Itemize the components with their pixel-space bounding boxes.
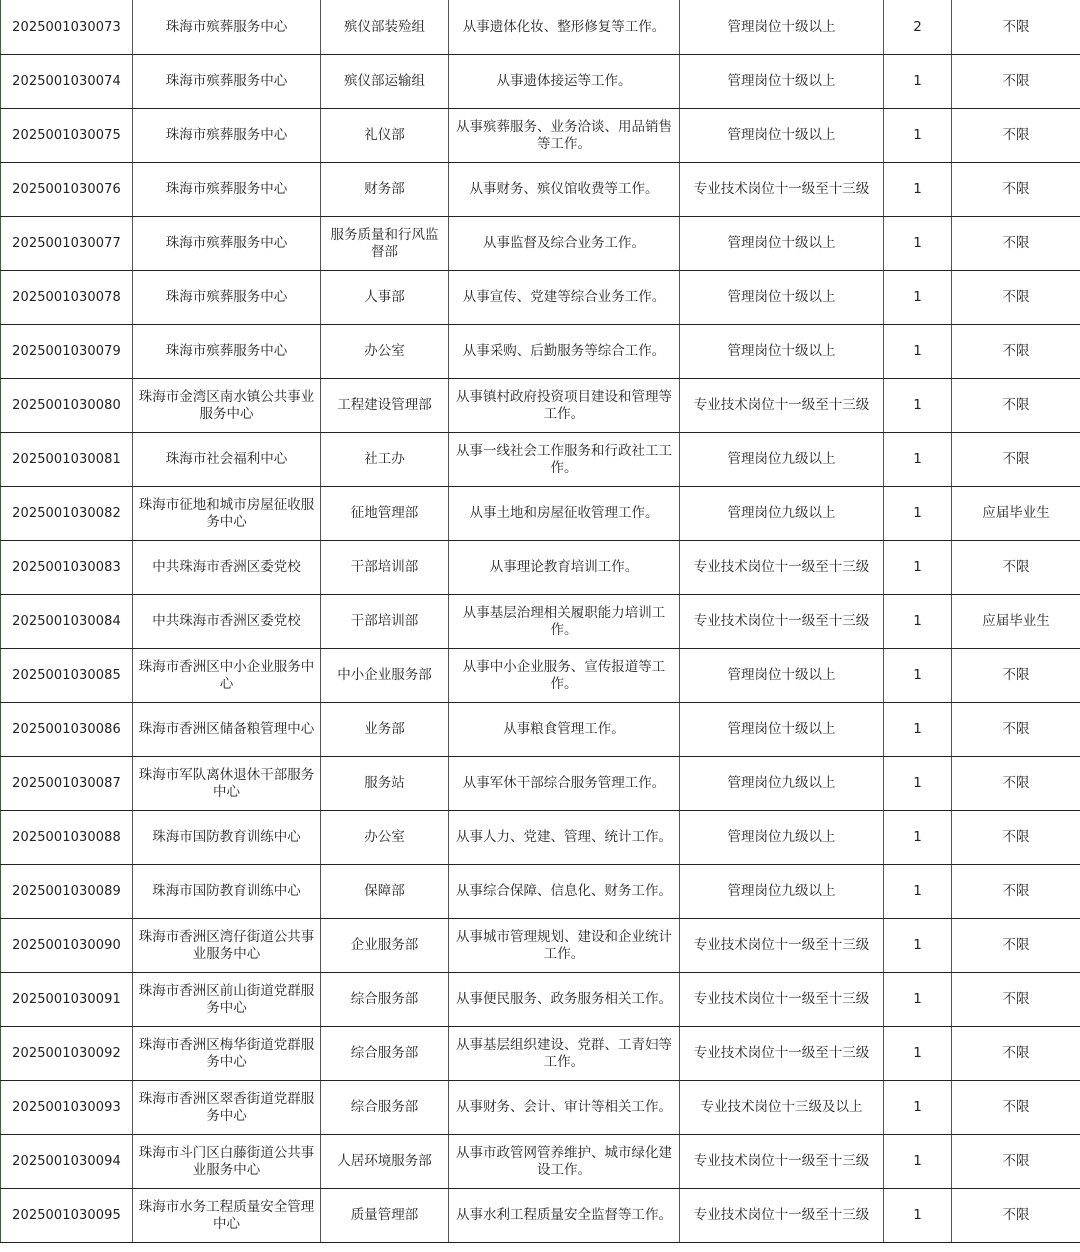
position-code-cell: 2025001030087 [1,757,133,811]
headcount-cell: 2 [884,0,952,55]
job-duty-cell: 从事镇村政府投资项目建设和管理等工作。 [449,379,680,433]
department-cell: 综合服务部 [321,1081,449,1135]
department-cell: 礼仪部 [321,109,449,163]
headcount-cell: 1 [884,649,952,703]
recruit-target-cell: 不限 [952,649,1080,703]
employer-unit-cell: 珠海市香洲区梅华街道党群服务中心 [133,1027,321,1081]
job-duty-cell: 从事土地和房屋征收管理工作。 [449,487,680,541]
department-cell: 办公室 [321,325,449,379]
department-cell: 工程建设管理部 [321,379,449,433]
employer-unit-cell: 珠海市殡葬服务中心 [133,109,321,163]
headcount-cell: 1 [884,163,952,217]
headcount-cell: 1 [884,973,952,1027]
position-code-cell: 2025001030081 [1,433,133,487]
position-level-cell: 专业技术岗位十一级至十三级 [680,1189,884,1243]
position-code-cell: 2025001030091 [1,973,133,1027]
employer-unit-cell: 珠海市征地和城市房屋征收服务中心 [133,487,321,541]
position-level-cell: 管理岗位九级以上 [680,487,884,541]
headcount-cell: 1 [884,703,952,757]
table-row [1,487,1080,541]
recruit-target-cell: 不限 [952,55,1080,109]
position-code-cell: 2025001030080 [1,379,133,433]
table-row [1,865,1080,919]
headcount-cell: 1 [884,109,952,163]
table-row [1,757,1080,811]
employer-unit-cell: 珠海市香洲区中小企业服务中心 [133,649,321,703]
headcount-cell: 1 [884,1081,952,1135]
position-level-cell: 专业技术岗位十一级至十三级 [680,541,884,595]
headcount-cell: 1 [884,1027,952,1081]
position-code-cell: 2025001030083 [1,541,133,595]
employer-unit-cell: 珠海市国防教育训练中心 [133,811,321,865]
headcount-cell: 1 [884,757,952,811]
job-duty-cell: 从事财务、会计、审计等相关工作。 [449,1081,680,1135]
recruit-target-cell: 不限 [952,325,1080,379]
position-code-cell: 2025001030076 [1,163,133,217]
employer-unit-cell: 珠海市殡葬服务中心 [133,325,321,379]
position-code-cell: 2025001030073 [1,0,133,55]
recruit-target-cell: 不限 [952,919,1080,973]
recruit-target-cell: 不限 [952,1135,1080,1189]
position-code-cell: 2025001030084 [1,595,133,649]
department-cell: 干部培训部 [321,541,449,595]
headcount-cell: 1 [884,865,952,919]
position-level-cell: 管理岗位十级以上 [680,649,884,703]
employer-unit-cell: 珠海市殡葬服务中心 [133,163,321,217]
position-code-cell: 2025001030095 [1,1189,133,1243]
recruit-target-cell: 不限 [952,217,1080,271]
position-level-cell: 管理岗位十级以上 [680,55,884,109]
headcount-cell: 1 [884,811,952,865]
position-code-cell: 2025001030090 [1,919,133,973]
position-level-cell: 专业技术岗位十三级及以上 [680,1081,884,1135]
table-row [1,217,1080,271]
recruit-target-cell: 应届毕业生 [952,487,1080,541]
headcount-cell: 1 [884,487,952,541]
employer-unit-cell: 珠海市殡葬服务中心 [133,55,321,109]
job-duty-cell: 从事中小企业服务、宣传报道等工作。 [449,649,680,703]
recruit-target-cell: 不限 [952,811,1080,865]
table-row [1,649,1080,703]
headcount-cell: 1 [884,1135,952,1189]
department-cell: 人居环境服务部 [321,1135,449,1189]
job-duty-cell: 从事便民服务、政务服务相关工作。 [449,973,680,1027]
employer-unit-cell: 珠海市香洲区前山街道党群服务中心 [133,973,321,1027]
department-cell: 中小企业服务部 [321,649,449,703]
job-duty-cell: 从事城市管理规划、建设和企业统计工作。 [449,919,680,973]
department-cell: 干部培训部 [321,595,449,649]
headcount-cell: 1 [884,433,952,487]
headcount-cell: 1 [884,55,952,109]
table-row [1,1027,1080,1081]
employer-unit-cell: 中共珠海市香洲区委党校 [133,595,321,649]
department-cell: 业务部 [321,703,449,757]
position-code-cell: 2025001030086 [1,703,133,757]
employer-unit-cell: 珠海市国防教育训练中心 [133,865,321,919]
position-code-cell: 2025001030077 [1,217,133,271]
position-code-cell: 2025001030085 [1,649,133,703]
table-row [1,0,1080,55]
job-duty-cell: 从事人力、党建、管理、统计工作。 [449,811,680,865]
position-level-cell: 专业技术岗位十一级至十三级 [680,919,884,973]
job-duty-cell: 从事遗体接运等工作。 [449,55,680,109]
position-code-cell: 2025001030092 [1,1027,133,1081]
table-row [1,811,1080,865]
position-level-cell: 管理岗位十级以上 [680,0,884,55]
department-cell: 质量管理部 [321,1189,449,1243]
position-level-cell: 管理岗位十级以上 [680,217,884,271]
headcount-cell: 1 [884,217,952,271]
job-duty-cell: 从事一线社会工作服务和行政社工工作。 [449,433,680,487]
table-row [1,325,1080,379]
job-duty-cell: 从事基层组织建设、党群、工青妇等工作。 [449,1027,680,1081]
employer-unit-cell: 珠海市殡葬服务中心 [133,0,321,55]
recruit-target-cell: 不限 [952,541,1080,595]
recruit-target-cell: 不限 [952,1189,1080,1243]
table-row [1,1135,1080,1189]
position-level-cell: 专业技术岗位十一级至十三级 [680,163,884,217]
position-level-cell: 专业技术岗位十一级至十三级 [680,1135,884,1189]
position-level-cell: 管理岗位十级以上 [680,271,884,325]
job-duty-cell: 从事基层治理相关履职能力培训工作。 [449,595,680,649]
position-level-cell: 管理岗位九级以上 [680,865,884,919]
position-code-cell: 2025001030089 [1,865,133,919]
department-cell: 服务质量和行风监督部 [321,217,449,271]
recruit-target-cell: 不限 [952,1027,1080,1081]
recruit-target-cell: 不限 [952,757,1080,811]
department-cell: 财务部 [321,163,449,217]
position-code-cell: 2025001030074 [1,55,133,109]
job-duty-cell: 从事监督及综合业务工作。 [449,217,680,271]
employer-unit-cell: 珠海市香洲区翠香街道党群服务中心 [133,1081,321,1135]
table-row [1,595,1080,649]
employer-unit-cell: 珠海市社会福利中心 [133,433,321,487]
table-row [1,271,1080,325]
job-duty-cell: 从事财务、殡仪馆收费等工作。 [449,163,680,217]
department-cell: 殡仪部运输组 [321,55,449,109]
department-cell: 殡仪部装殓组 [321,0,449,55]
position-level-cell: 管理岗位九级以上 [680,757,884,811]
recruit-target-cell: 不限 [952,0,1080,55]
headcount-cell: 1 [884,541,952,595]
job-duty-cell: 从事市政管网管养维护、城市绿化建设工作。 [449,1135,680,1189]
position-level-cell: 管理岗位十级以上 [680,109,884,163]
employer-unit-cell: 珠海市水务工程质量安全管理中心 [133,1189,321,1243]
job-duty-cell: 从事军休干部综合服务管理工作。 [449,757,680,811]
recruit-target-cell: 不限 [952,433,1080,487]
position-code-cell: 2025001030075 [1,109,133,163]
table-row [1,1081,1080,1135]
position-code-cell: 2025001030082 [1,487,133,541]
recruit-target-cell: 不限 [952,271,1080,325]
headcount-cell: 1 [884,919,952,973]
employer-unit-cell: 中共珠海市香洲区委党校 [133,541,321,595]
recruit-target-cell: 不限 [952,163,1080,217]
department-cell: 人事部 [321,271,449,325]
department-cell: 办公室 [321,811,449,865]
position-level-cell: 专业技术岗位十一级至十三级 [680,973,884,1027]
recruit-target-cell: 不限 [952,379,1080,433]
job-duty-cell: 从事遗体化妆、整形修复等工作。 [449,0,680,55]
employer-unit-cell: 珠海市香洲区储备粮管理中心 [133,703,321,757]
job-duty-cell: 从事殡葬服务、业务洽谈、用品销售等工作。 [449,109,680,163]
recruit-target-cell: 不限 [952,865,1080,919]
table-row [1,379,1080,433]
position-level-cell: 管理岗位九级以上 [680,433,884,487]
job-duty-cell: 从事理论教育培训工作。 [449,541,680,595]
table-row [1,919,1080,973]
recruit-target-cell: 不限 [952,703,1080,757]
position-code-cell: 2025001030078 [1,271,133,325]
job-duty-cell: 从事水利工程质量安全监督等工作。 [449,1189,680,1243]
position-code-cell: 2025001030079 [1,325,133,379]
recruit-target-cell: 不限 [952,109,1080,163]
department-cell: 综合服务部 [321,973,449,1027]
table-row [1,433,1080,487]
headcount-cell: 1 [884,595,952,649]
employer-unit-cell: 珠海市殡葬服务中心 [133,271,321,325]
job-duty-cell: 从事宣传、党建等综合业务工作。 [449,271,680,325]
job-duty-cell: 从事采购、后勤服务等综合工作。 [449,325,680,379]
headcount-cell: 1 [884,1189,952,1243]
headcount-cell: 1 [884,325,952,379]
headcount-cell: 1 [884,379,952,433]
recruit-target-cell: 不限 [952,1081,1080,1135]
position-level-cell: 管理岗位九级以上 [680,811,884,865]
headcount-cell: 1 [884,271,952,325]
department-cell: 综合服务部 [321,1027,449,1081]
recruit-target-cell: 应届毕业生 [952,595,1080,649]
table-row [1,541,1080,595]
department-cell: 征地管理部 [321,487,449,541]
position-level-cell: 管理岗位十级以上 [680,325,884,379]
position-code-cell: 2025001030094 [1,1135,133,1189]
position-level-cell: 专业技术岗位十一级至十三级 [680,595,884,649]
table-row [1,973,1080,1027]
department-cell: 服务站 [321,757,449,811]
employer-unit-cell: 珠海市军队离休退休干部服务中心 [133,757,321,811]
position-code-cell: 2025001030088 [1,811,133,865]
table-row [1,55,1080,109]
position-level-cell: 管理岗位十级以上 [680,703,884,757]
employer-unit-cell: 珠海市香洲区湾仔街道公共事业服务中心 [133,919,321,973]
job-duty-cell: 从事综合保障、信息化、财务工作。 [449,865,680,919]
table-row [1,163,1080,217]
position-code-cell: 2025001030093 [1,1081,133,1135]
employer-unit-cell: 珠海市金湾区南水镇公共事业服务中心 [133,379,321,433]
department-cell: 社工办 [321,433,449,487]
table-row [1,703,1080,757]
position-level-cell: 专业技术岗位十一级至十三级 [680,1027,884,1081]
position-level-cell: 专业技术岗位十一级至十三级 [680,379,884,433]
table-body [1,0,1080,1243]
employer-unit-cell: 珠海市斗门区白藤街道公共事业服务中心 [133,1135,321,1189]
table-row [1,1189,1080,1243]
job-duty-cell: 从事粮食管理工作。 [449,703,680,757]
employer-unit-cell: 珠海市殡葬服务中心 [133,217,321,271]
table-row [1,109,1080,163]
recruit-target-cell: 不限 [952,973,1080,1027]
department-cell: 企业服务部 [321,919,449,973]
department-cell: 保障部 [321,865,449,919]
